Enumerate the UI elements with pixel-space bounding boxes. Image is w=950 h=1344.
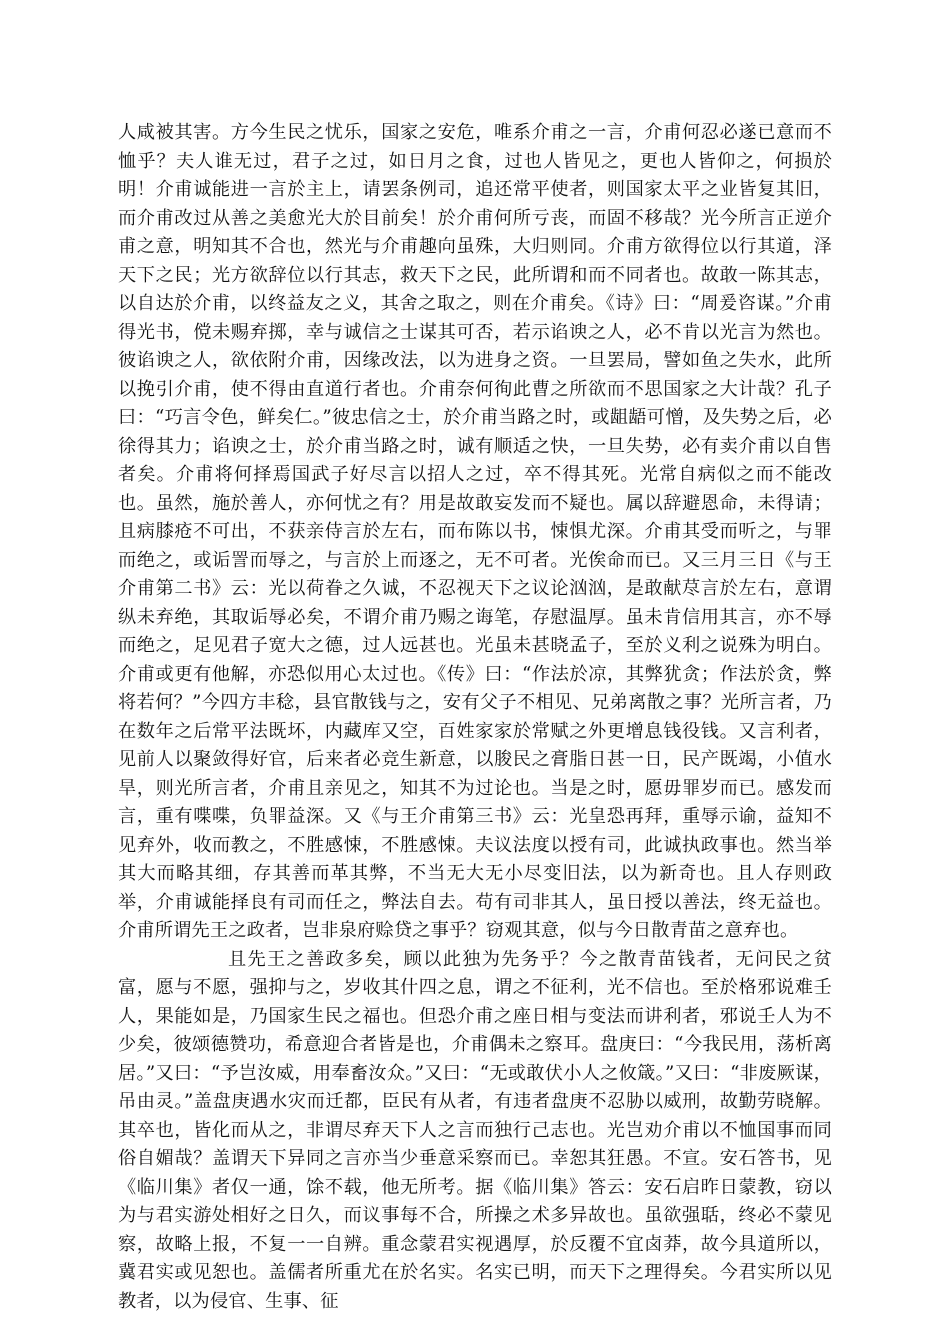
paragraph-2: 且先王之善政多矣，顾以此独为先务乎？今之散青苗钱者，无问民之贫富，愿与不愿，强抑与之，岁收其什四之息，谓之不征利，光不信也。至於格邪说难壬人，果能如是，乃国家生民之福也。但恐介甫之座日相与变法而讲利者，邪说壬人为不少矣，彼颂德赞功，希意迎合者皆是也，介甫偶未之察耳。盘庚曰：“今我民用，荡析离居。”又曰：“予岂汝威，用奉畜汝众。”又曰：“无或敢伏小人之攸箴。”又曰：“非废厥谋，吊由灵。”盖盘庚遇水灾而迁都，臣民有从者，有违者盘庚不忍胁以威刑，故勤劳晓解。其卒也，皆化而从之，非谓尽弃天下人之言而独行己志也。光岂劝介甫以不恤国事而同俗自媚哉？盖谓天下异同之言亦当少垂意采察而已。幸恕其狂愚。不宣。安石答书，见《临川集》者仅一通，馀不载，他无所考。据《临川集》答云：安石启昨日蒙教，窃以为与君实游处相好之日久，而议事每不合，所操之术多异故也。虽欲强聒，终必不蒙见察，故略上报，不复一一自辨。重念蒙君实视遇厚，於反覆不宜卤莽，故今具道所以，冀君实或见恕也。盖儒者所重尤在於名实。名实已明，而天下之理得矣。今君实所以见教者，以为侵官、生事、征 bbox=[118, 948, 832, 1312]
document-body bbox=[118, 119, 832, 1316]
paragraph-1: 人咸被其害。方今生民之忧乐，国家之安危，唯系介甫之一言，介甫何忍必遂已意而不恤乎？夫人谁无过，君子之过，如日月之食，过也人皆见之，更也人皆仰之，何损於明！介甫诚能进一言於主上，请罢条例司，追还常平使者，则国家太平之业皆复其旧，而介甫改过从善之美愈光大於目前矣！於介甫何所亏丧，而固不移哉？光今所言正逆介甫之意，明知其不合也，然光与介甫趣向虽殊，大归则同。介甫方欲得位以行其道，泽天下之民；光方欲辞位以行其志，救天下之民，此所谓和而不同者也。故敢一陈其志，以自达於介甫，以终益友之义，其舍之取之，则在介甫矣。《诗》曰：“周爰咨谋。”介甫得光书，傥未赐弃掷，幸与诚信之士谋其可否，若示谄谀之人，必不肯以光言为然也。彼谄谀之人，欲依附介甫，因缘改法，以为进身之资。一旦罢局，譬如鱼之失水，此所以挽引介甫，使不得由直道行者也。介甫奈何徇此曹之所欲而不思国家之大计哉？孔子曰：“巧言令色，鲜矣仁。”彼忠信之士，於介甫当路之时，或龃龉可憎，及失势之后，必徐得其力；谄谀之士，於介甫当路之时，诚有顺适之快，一旦失势，必有卖介甫以自售者矣。介甫将何择焉国武子好尽言以招人之过，卒不得其死。光常自病似之而不能改也。虽然，施於善人，亦何忧之有？用是故敢妄发而不疑也。属以辞避恩命，未得请；且病膝疮不可出，不获亲侍言於左右，而布陈以书，悚惧尤深。介甫其受而听之，与罪而绝之，或诟詈而辱之，与言於上而逐之，无不可者。光俟命而已。又三月三日《与王介甫第二书》云：光以荷眷之久诚，不忍视天下之议论汹汹，是敢献荩言於左右，意谓纵未弃绝，其取诟辱必矣，不谓介甫乃赐之诲笔，存慰温厚。虽未肯信用其言，亦不辱而绝之，足见君子宽大之德，过人远甚也。光虽未甚晓孟子，至於义利之说殊为明白。介甫或更有他解，亦恐似用心太过也。《传》曰：“作法於凉，其弊犹贪；作法於贪，弊将若何？”今四方丰稔，县官散钱与之，安有父子不相见、兄弟离散之事？光所言者，乃在数年之后常平法既坏，内藏库又空，百姓家家於常赋之外更增息钱役钱。又言利者，见前人以聚敛得好官，后来者必竞生新意，以朘民之膏脂日甚一日，民产既竭，小值水旱，则光所言者，介甫且亲见之，知其不为过论也。当是之时，愿毋罪岁而已。感发而言，重有喋喋，负罪益深。又《与王介甫第三书》云：光皇恐再拜，重辱示谕，益知不见弃外，收而教之，不胜感悚，不胜感悚。夫议法度以授有司，此诚执政事也。然当举其大而略其细，存其善而革其弊，不当无大无小尽变旧法，以为新奇也。且人存则政举，介甫诚能择良有司而任之，弊法自去。苟有司非其人，虽日授以善法，终无益也。介甫所谓先王之政者，岂非泉府赊贷之事乎？窃观其意，似与今日散青苗之意弃也。 bbox=[118, 122, 832, 941]
